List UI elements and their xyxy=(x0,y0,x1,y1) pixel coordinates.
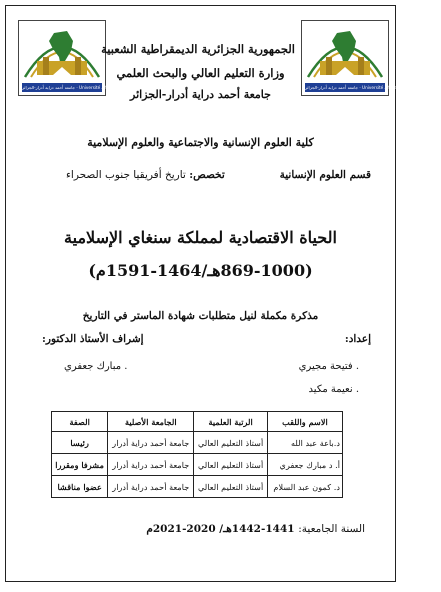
republic-name: الجمهورية الجزائرية الديمقراطية الشعبية xyxy=(101,42,295,56)
specialty-label: تخصص: xyxy=(189,169,225,181)
header-name: الاسم واللقب xyxy=(267,412,342,432)
header-university: الجامعة الأصلية xyxy=(108,412,194,432)
logo-caption: جامعة أحمد دراية أدرار-الجزائر · Université Ahmed Draia-Adrar-Algérie xyxy=(22,85,158,90)
student-name: . نعيمة مكيد xyxy=(308,384,359,395)
specialty xyxy=(66,169,225,181)
thesis-memo: مذكرة مكملة لنيل متطلبات شهادة الماستر في التاريخ xyxy=(82,310,319,322)
table-row xyxy=(52,476,343,498)
jury-header-row xyxy=(52,412,343,432)
department-name: قسم العلوم الإنسانية xyxy=(279,169,371,181)
table-row xyxy=(52,454,343,476)
thesis-cover-page xyxy=(5,5,441,582)
university-emblem-icon xyxy=(19,21,105,83)
ministry-name: وزارة التعليم العالي والبحث العلمي xyxy=(116,66,285,80)
supervisor-name: . مبارك جعفري xyxy=(64,361,128,372)
specialty-value: تاريخ أفريقيا جنوب الصحراء xyxy=(66,169,186,181)
jury-member-name: د. كمون عبد السلام xyxy=(267,476,342,498)
jury-member-role: عضوا مناقشا xyxy=(52,476,108,498)
university-logo-right xyxy=(301,20,441,96)
jury-member-role: رئيسا xyxy=(52,432,108,454)
thesis-title: الحياة الاقتصادية لمملكة سنغاي الإسلامية xyxy=(64,228,337,247)
table-row xyxy=(52,432,343,454)
student-name: . فتيحة مجيري xyxy=(298,361,359,372)
academic-year-label: السنة الجامعية: xyxy=(298,523,365,535)
jury-member-university: جامعة أحمد دراية أدرار xyxy=(108,476,194,498)
academic-year-value: 1441-1442هـ/ 2020-2021م xyxy=(146,523,295,535)
jury-member-role: مشرفا ومقررا xyxy=(52,454,108,476)
prepared-by-label: إعداد: xyxy=(344,333,371,345)
jury-member-rank: أستاذ التعليم العالي xyxy=(194,454,268,476)
thesis-dates: (869-1000هـ/1464-1591م) xyxy=(88,261,313,280)
header-role: الصفة xyxy=(52,412,108,432)
supervisor-label: إشراف الأستاذ الدكتور: xyxy=(42,333,144,345)
jury-member-rank: أستاذ التعليم العالي xyxy=(194,476,268,498)
jury-member-rank: أستاذ التعليم العالي xyxy=(194,432,268,454)
academic-year xyxy=(146,523,365,535)
jury-member-university: جامعة أحمد دراية أدرار xyxy=(108,432,194,454)
university-logo-left xyxy=(18,20,158,96)
university-name: جامعة أحمد دراية أدرار-الجزائر xyxy=(130,88,271,101)
faculty-name: كلية العلوم الإنسانية والاجتماعية والعلوم الإسلامية xyxy=(87,136,314,149)
logo-caption: جامعة أحمد دراية أدرار-الجزائر · Université Ahmed Draia-Adrar-Algérie xyxy=(305,85,441,90)
jury-table xyxy=(51,411,343,498)
jury-member-university: جامعة أحمد دراية أدرار xyxy=(108,454,194,476)
header-rank: الرتبة العلمية xyxy=(194,412,268,432)
jury-member-name: أ. د مبارك جعفري xyxy=(267,454,342,476)
jury-member-name: د.باعة عبد الله xyxy=(267,432,342,454)
university-emblem-icon xyxy=(302,21,388,83)
